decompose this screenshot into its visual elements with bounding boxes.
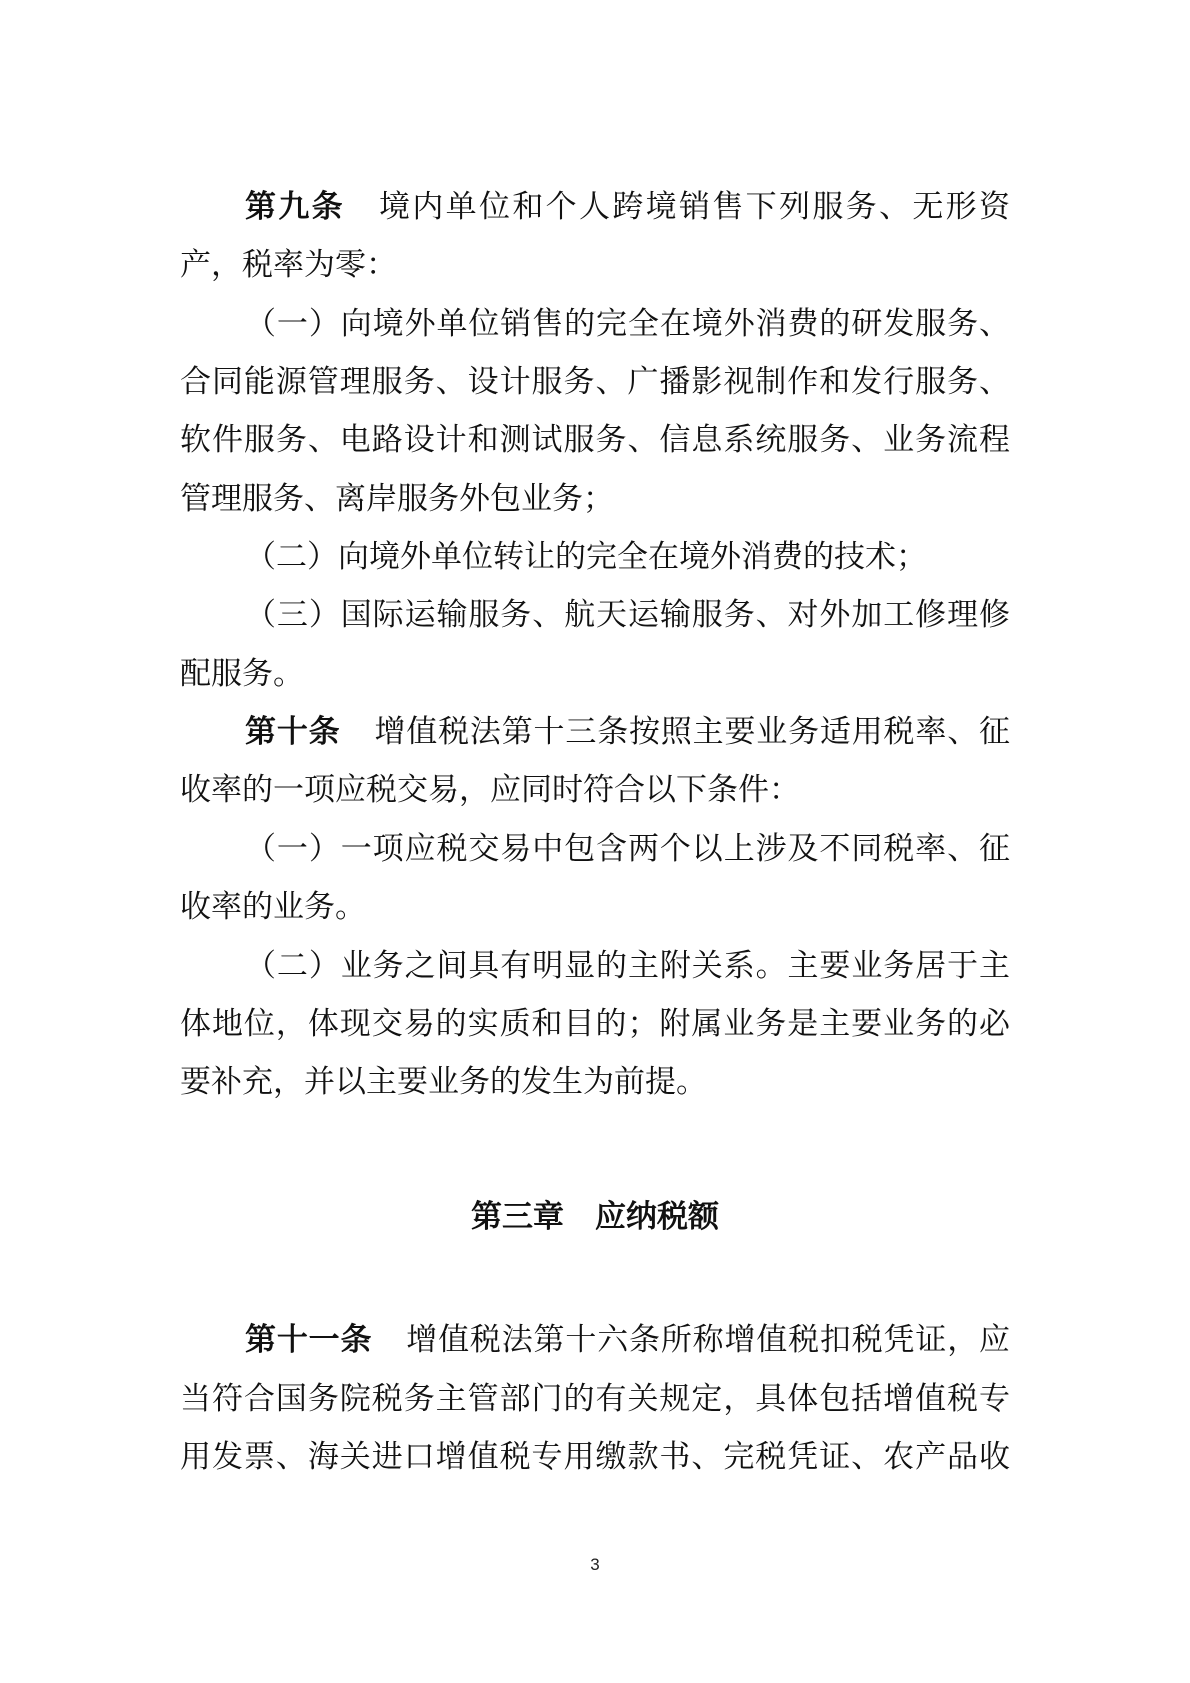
article-9-first-line [245, 178, 1010, 236]
article-10-text: 增值税法第十三条按照主要业务适用税率、征 [374, 714, 1011, 750]
article-9-item-3-line-2: 配服务。 [180, 656, 304, 692]
article-9-item-1-line-4: 管理服务、离岸服务外包业务； [180, 481, 614, 517]
article-11-first-line [245, 1311, 1010, 1369]
article-9-line-2: 产，税率为零： [180, 247, 397, 283]
article-9-label: 第九条 [245, 189, 345, 225]
article-10-label: 第十条 [245, 714, 341, 750]
article-10-first-line [245, 703, 1010, 761]
article-10-item-2-line-2: 体地位，体现交易的实质和目的；附属业务是主要业务的必 [180, 1006, 1010, 1042]
article-10-item-1-line-2: 收率的业务。 [180, 889, 366, 925]
article-9-item-1-line-2: 合同能源管理服务、设计服务、广播影视制作和发行服务、 [180, 364, 1010, 400]
article-11-line-2: 当符合国务院税务主管部门的有关规定，具体包括增值税专 [180, 1381, 1010, 1417]
article-9-item-2: （二）向境外单位转让的完全在境外消费的技术； [245, 539, 927, 575]
article-10-item-2-line-3: 要补充，并以主要业务的发生为前提。 [180, 1064, 707, 1100]
article-9-item-1-line-3: 软件服务、电路设计和测试服务、信息系统服务、业务流程 [180, 422, 1010, 458]
chapter-title: 第三章 应纳税额 [471, 1199, 719, 1235]
article-11-text: 增值税法第十六条所称增值税扣税凭证，应 [406, 1322, 1011, 1358]
article-11-line-3: 用发票、海关进口增值税专用缴款书、完税凭证、农产品收 [180, 1439, 1010, 1475]
article-10-item-2-line-1: （二）业务之间具有明显的主附关系。主要业务居于主 [245, 948, 1010, 984]
article-10-item-1-line-1: （一）一项应税交易中包含两个以上涉及不同税率、征 [245, 831, 1010, 867]
article-9-text: 境内单位和个人跨境销售下列服务、无形资 [379, 189, 1010, 225]
article-10-line-2: 收率的一项应税交易，应同时符合以下条件： [180, 772, 800, 808]
article-9-item-3-line-1: （三）国际运输服务、航天运输服务、对外加工修理修 [245, 597, 1010, 633]
article-11-label: 第十一条 [245, 1322, 373, 1358]
article-9-item-1-line-1: （一）向境外单位销售的完全在境外消费的研发服务、 [245, 306, 1010, 342]
page-number: 3 [590, 1555, 600, 1574]
